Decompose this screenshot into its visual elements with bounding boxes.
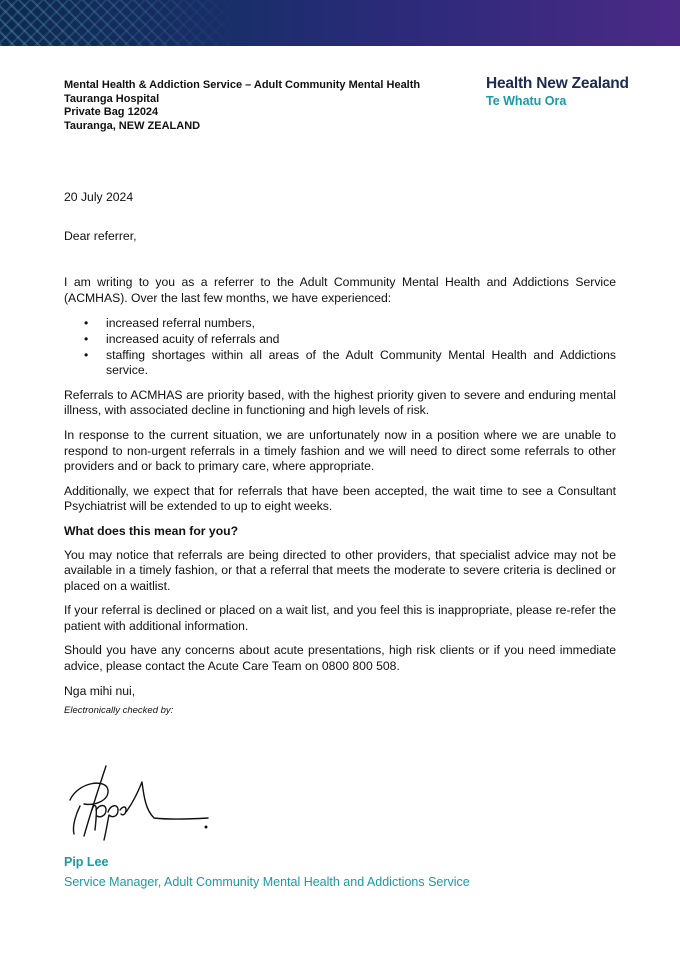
handwritten-signature [62,760,222,850]
address-line: Private Bag 12024 [64,106,159,119]
electronic-check-note: Electronically checked by: [64,705,174,717]
list-item: • increased acuity of referrals and [64,332,616,348]
section-heading: What does this mean for you? [64,523,239,538]
signatory-name: Pip Lee [64,855,109,869]
list-item: • staffing shortages within all areas of the Adult Community Mental Health and Addictions service. [64,348,616,379]
logo-main-text: Health New Zealand [486,75,629,92]
organisation-logo [486,76,629,107]
sender-address [64,79,420,133]
closing-salutation: Nga mihi nui, [64,683,136,698]
list-item: • increased referral numbers, [64,316,616,332]
address-line: Mental Health & Addiction Service – Adult Community Mental Health [64,79,421,91]
body-paragraph: Should you have any concerns about acute presentations, high risk clients or if you need immediate advice, please contact the Acute Care Team on 0800 800 508. [64,643,616,674]
body-paragraph: Referrals to ACMHAS are priority based, with the highest priority given to severe and enduring mental illness, with associated decline in functioning and high levels of risk. [64,387,616,418]
body-paragraph: Additionally, we expect that for referrals that have been accepted, the wait time to see a Consultant Psychiatrist will be extended to up to eight weeks. [64,483,616,514]
intro-paragraph: I am writing to you as a referrer to the Adult Community Mental Health and Addictions Service (ACMHAS). Over the last few months, we have experienced: [64,275,616,305]
issues-list [64,316,616,378]
logo-sub-text: Te Whatu Ora [486,93,567,108]
body-paragraph: If your referral is declined or placed on a wait list, and you feel this is inappropriate, please re-refer the patient with additional information. [64,603,616,633]
letter-date: 20 July 2024 [64,190,134,204]
address-line: Tauranga, NEW ZEALAND [64,119,201,132]
signatory-title: Service Manager, Adult Community Mental Health and Addictions Service [64,875,470,889]
address-line: Tauranga Hospital [64,92,160,105]
letter-greeting: Dear referrer, [64,228,137,243]
banner-pattern [0,0,240,46]
body-paragraph: You may notice that referrals are being directed to other providers, that specialist advice may not be available in a timely fashion, or that a referral that meets the moderate to severe criteria is declined or placed on a waitlist. [64,547,616,593]
header-banner [0,0,680,46]
letter-body [64,190,616,728]
body-paragraph: In response to the current situation, we are unfortunately now in a position where we are unable to respond to non-urgent referrals in a timely fashion and we will need to direct some referrals to other providers and or back to primary care, where appropriate. [64,427,616,474]
